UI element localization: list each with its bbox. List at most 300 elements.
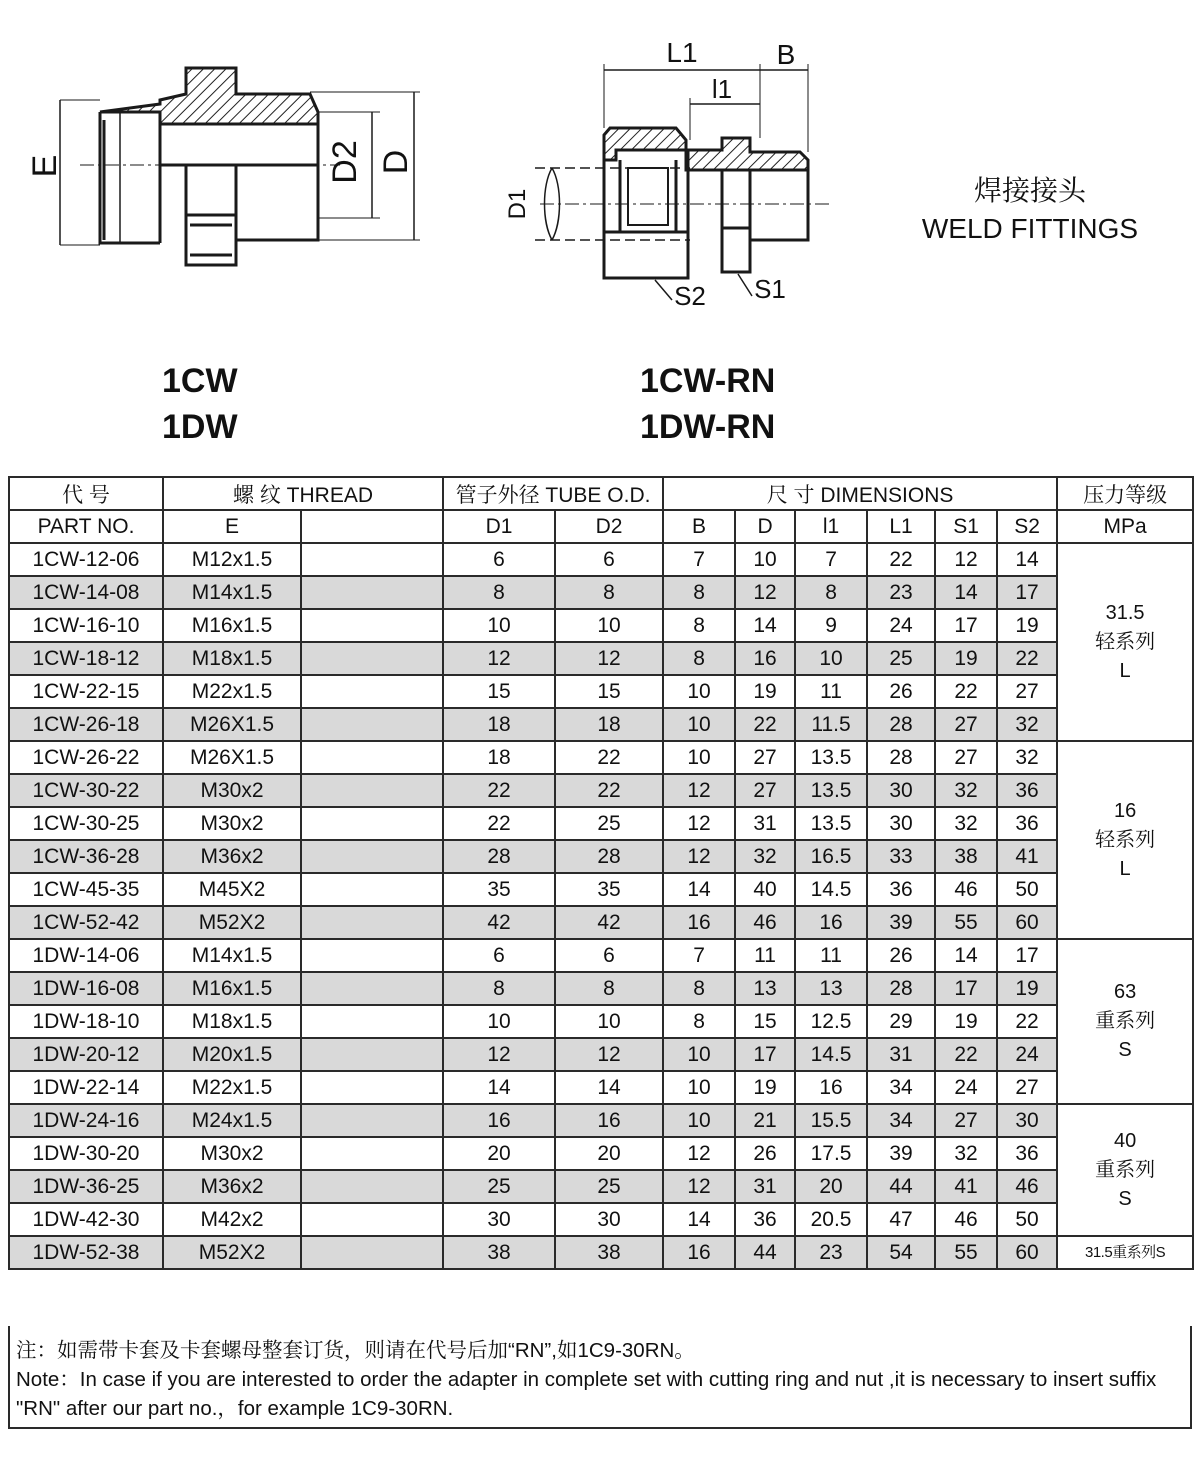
cell-l1: 54 [867, 1236, 935, 1269]
cell-part: 1CW-30-25 [9, 807, 163, 840]
cell-d1: 22 [443, 774, 555, 807]
table-row [9, 774, 1193, 807]
cell-s1: 27 [935, 708, 997, 741]
cell-part: 1DW-30-20 [9, 1137, 163, 1170]
model-1dw: 1DW [162, 408, 238, 446]
cell-d1: 10 [443, 609, 555, 642]
header-pressure-unit: MPa [1057, 510, 1193, 543]
cell-s1: 55 [935, 1236, 997, 1269]
cell-blank [301, 741, 443, 774]
label-S2: S2 [674, 281, 706, 311]
cell-e: M20x1.5 [163, 1038, 301, 1071]
cell-d: 31 [735, 1170, 795, 1203]
cell-s2: 60 [997, 1236, 1057, 1269]
cell-d1: 16 [443, 1104, 555, 1137]
cell-s2: 24 [997, 1038, 1057, 1071]
cell-d1: 35 [443, 873, 555, 906]
cell-e: M36x2 [163, 840, 301, 873]
header-L1: L1 [867, 510, 935, 543]
cell-d2: 38 [555, 1236, 663, 1269]
cell-l1: 30 [867, 774, 935, 807]
table-row [9, 576, 1193, 609]
cell-blank [301, 939, 443, 972]
cell-d1: 15 [443, 675, 555, 708]
cell-e: M30x2 [163, 774, 301, 807]
cell-d2: 25 [555, 807, 663, 840]
model-1cw: 1CW [162, 362, 238, 400]
cell-d: 12 [735, 576, 795, 609]
cell-d1: 38 [443, 1236, 555, 1269]
cell-part: 1DW-16-08 [9, 972, 163, 1005]
pressure-value: 31.5 [1105, 601, 1145, 624]
cell-d: 15 [735, 1005, 795, 1038]
note-zh: 注：如需带卡套及卡套螺母整套订货，则请在代号后加“RN”,如1C9-30RN。 [16, 1339, 695, 1362]
cell-s1: 17 [935, 972, 997, 1005]
cell-d: 13 [735, 972, 795, 1005]
label-d2: D2 [326, 140, 364, 184]
cell-blank [301, 642, 443, 675]
cell-d2: 10 [555, 609, 663, 642]
cell-l1: 11 [795, 675, 867, 708]
table-row [9, 873, 1193, 906]
cell-b: 8 [663, 642, 735, 675]
header-s2: S2 [997, 510, 1057, 543]
cell-part: 1CW-30-22 [9, 774, 163, 807]
cell-d1: 14 [443, 1071, 555, 1104]
cell-e: M52X2 [163, 1236, 301, 1269]
cell-s1: 46 [935, 873, 997, 906]
cell-d: 19 [735, 1071, 795, 1104]
cell-d2: 20 [555, 1137, 663, 1170]
cell-b: 7 [663, 543, 735, 576]
cell-b: 7 [663, 939, 735, 972]
label-D1: D1 [504, 188, 531, 220]
cell-l1: 15.5 [795, 1104, 867, 1137]
pressure-code: L [1119, 659, 1131, 682]
cell-part: 1DW-24-16 [9, 1104, 163, 1137]
cell-e: M16x1.5 [163, 609, 301, 642]
pressure-code: S [1118, 1039, 1132, 1061]
table-row [9, 1236, 1193, 1269]
cell-e: M18x1.5 [163, 642, 301, 675]
cell-blank [301, 675, 443, 708]
cell-e: M52X2 [163, 906, 301, 939]
cell-d1: 18 [443, 741, 555, 774]
cell-s1: 27 [935, 1104, 997, 1137]
label-S1: S1 [754, 274, 786, 304]
header-part-no-en: PART NO. [9, 510, 163, 543]
table-row [9, 1170, 1193, 1203]
cell-b: 10 [663, 675, 735, 708]
title-zh: 焊接接头 [973, 175, 1086, 206]
cell-d2: 28 [555, 840, 663, 873]
cell-blank [301, 1005, 443, 1038]
cell-e: M22x1.5 [163, 675, 301, 708]
cell-l1: 20.5 [795, 1203, 867, 1236]
cell-d2: 15 [555, 675, 663, 708]
order-note [8, 1326, 1192, 1429]
cell-l1: 30 [867, 807, 935, 840]
cell-l1: 34 [867, 1104, 935, 1137]
header-dimensions: 尺 寸 DIMENSIONS [663, 477, 1057, 510]
cell-e: M26X1.5 [163, 708, 301, 741]
cell-d1: 12 [443, 1038, 555, 1071]
header-b: B [663, 510, 735, 543]
pressure-group [1057, 1104, 1193, 1236]
cell-d2: 10 [555, 1005, 663, 1038]
cell-d2: 25 [555, 1170, 663, 1203]
cell-d2: 14 [555, 1071, 663, 1104]
header-d2: D2 [555, 510, 663, 543]
pressure-series: 轻系列 [1095, 630, 1156, 653]
pressure-group [1057, 939, 1193, 1104]
cell-d: 44 [735, 1236, 795, 1269]
header-blank [301, 510, 443, 543]
cell-part: 1CW-52-42 [9, 906, 163, 939]
cell-part: 1CW-26-22 [9, 741, 163, 774]
cell-b: 12 [663, 807, 735, 840]
fitting-1cw-rn-drawing [535, 64, 830, 300]
cell-d2: 8 [555, 576, 663, 609]
table-row [9, 1071, 1193, 1104]
spec-table-body [9, 543, 1193, 1269]
cell-blank [301, 807, 443, 840]
cell-s1: 12 [935, 543, 997, 576]
cell-l1: 39 [867, 906, 935, 939]
cell-d: 17 [735, 1038, 795, 1071]
cell-l1: 12.5 [795, 1005, 867, 1038]
cell-part: 1DW-42-30 [9, 1203, 163, 1236]
cell-d2: 12 [555, 1038, 663, 1071]
cell-blank [301, 840, 443, 873]
cell-part: 1CW-45-35 [9, 873, 163, 906]
cell-s1: 46 [935, 1203, 997, 1236]
table-row [9, 741, 1193, 774]
cell-s1: 19 [935, 642, 997, 675]
cell-b: 10 [663, 1071, 735, 1104]
cell-d2: 35 [555, 873, 663, 906]
cell-d1: 28 [443, 840, 555, 873]
cell-b: 10 [663, 708, 735, 741]
cell-s2: 32 [997, 708, 1057, 741]
fitting-1cw-drawing [60, 68, 420, 265]
cell-l1: 28 [867, 708, 935, 741]
cell-b: 14 [663, 873, 735, 906]
header-l1-small: l1 [795, 510, 867, 543]
cell-l1: 28 [867, 972, 935, 1005]
header-e: E [163, 510, 301, 543]
cell-d: 46 [735, 906, 795, 939]
cell-blank [301, 1170, 443, 1203]
cell-d1: 8 [443, 576, 555, 609]
cell-blank [301, 609, 443, 642]
cell-s1: 32 [935, 807, 997, 840]
table-row [9, 609, 1193, 642]
cell-e: M30x2 [163, 807, 301, 840]
cell-l1: 16 [795, 1071, 867, 1104]
cell-d1: 30 [443, 1203, 555, 1236]
cell-s2: 19 [997, 609, 1057, 642]
cell-s1: 24 [935, 1071, 997, 1104]
cell-d2: 6 [555, 543, 663, 576]
cell-blank [301, 774, 443, 807]
table-row [9, 1137, 1193, 1170]
cell-l1: 29 [867, 1005, 935, 1038]
cell-l1: 17.5 [795, 1137, 867, 1170]
cell-b: 12 [663, 774, 735, 807]
cell-d: 27 [735, 741, 795, 774]
cell-e: M14x1.5 [163, 576, 301, 609]
cell-blank [301, 708, 443, 741]
label-B: B [776, 39, 796, 70]
pressure-code: L [1119, 857, 1131, 880]
pressure-value: 63 [1113, 981, 1137, 1003]
cell-d2: 6 [555, 939, 663, 972]
pressure-label: 31.5重系列S [1084, 1244, 1166, 1261]
cell-s1: 19 [935, 1005, 997, 1038]
pressure-value: 16 [1113, 799, 1137, 822]
cell-d2: 18 [555, 708, 663, 741]
table-row [9, 1104, 1193, 1137]
cell-part: 1CW-18-12 [9, 642, 163, 675]
cell-s1: 14 [935, 576, 997, 609]
cell-d: 32 [735, 840, 795, 873]
cell-s2: 17 [997, 939, 1057, 972]
cell-l1: 23 [795, 1236, 867, 1269]
cell-e: M14x1.5 [163, 939, 301, 972]
cell-l1: 44 [867, 1170, 935, 1203]
model-1cw-rn: 1CW-RN [640, 362, 776, 400]
cell-part: 1CW-26-18 [9, 708, 163, 741]
table-row [9, 1203, 1193, 1236]
cell-l1: 8 [795, 576, 867, 609]
cell-blank [301, 906, 443, 939]
cell-s2: 46 [997, 1170, 1057, 1203]
cell-part: 1DW-22-14 [9, 1071, 163, 1104]
cell-l1: 26 [867, 939, 935, 972]
cell-blank [301, 1137, 443, 1170]
cell-s2: 17 [997, 576, 1057, 609]
note-en: Note：In case if you are interested to order the adapter in complete set with cutting ring and nut ,it is necessary to insert suffix "RN" after our part no.，for example 1C9-30RN. [16, 1368, 1157, 1420]
cell-blank [301, 576, 443, 609]
cell-d: 14 [735, 609, 795, 642]
cell-s1: 27 [935, 741, 997, 774]
cell-e: M16x1.5 [163, 972, 301, 1005]
cell-e: M26X1.5 [163, 741, 301, 774]
cell-l1: 39 [867, 1137, 935, 1170]
cell-d1: 10 [443, 1005, 555, 1038]
table-row [9, 1038, 1193, 1071]
cell-d1: 12 [443, 642, 555, 675]
cell-b: 14 [663, 1203, 735, 1236]
cell-d: 36 [735, 1203, 795, 1236]
cell-d: 10 [735, 543, 795, 576]
cell-s1: 55 [935, 906, 997, 939]
cell-d: 11 [735, 939, 795, 972]
cell-part: 1CW-16-10 [9, 609, 163, 642]
cell-d: 26 [735, 1137, 795, 1170]
header-d1: D1 [443, 510, 555, 543]
cell-e: M18x1.5 [163, 1005, 301, 1038]
cell-b: 8 [663, 576, 735, 609]
cell-s1: 41 [935, 1170, 997, 1203]
cell-blank [301, 1203, 443, 1236]
cell-blank [301, 1071, 443, 1104]
cell-e: M30x2 [163, 1137, 301, 1170]
cell-s1: 32 [935, 1137, 997, 1170]
cell-b: 12 [663, 1137, 735, 1170]
cell-s1: 32 [935, 774, 997, 807]
cell-blank [301, 972, 443, 1005]
cell-s2: 22 [997, 1005, 1057, 1038]
model-label-right [640, 358, 775, 450]
cell-e: M42x2 [163, 1203, 301, 1236]
title-en: WELD FITTINGS [921, 213, 1139, 244]
cell-s2: 14 [997, 543, 1057, 576]
cell-s2: 22 [997, 642, 1057, 675]
cell-part: 1DW-52-38 [9, 1236, 163, 1269]
cell-e: M45X2 [163, 873, 301, 906]
cell-d1: 6 [443, 543, 555, 576]
cell-b: 12 [663, 840, 735, 873]
cell-l1: 36 [867, 873, 935, 906]
cell-part: 1CW-22-15 [9, 675, 163, 708]
cell-l1: 13.5 [795, 741, 867, 774]
cell-l1: 28 [867, 741, 935, 774]
table-row [9, 807, 1193, 840]
cell-b: 10 [663, 1038, 735, 1071]
cell-part: 1DW-36-25 [9, 1170, 163, 1203]
cell-d: 16 [735, 642, 795, 675]
cell-l1: 22 [867, 543, 935, 576]
cell-l1: 24 [867, 609, 935, 642]
cell-part: 1DW-20-12 [9, 1038, 163, 1071]
cell-e: M12x1.5 [163, 543, 301, 576]
cell-s2: 27 [997, 675, 1057, 708]
cell-d1: 18 [443, 708, 555, 741]
cell-e: M24x1.5 [163, 1104, 301, 1137]
cell-l1: 11 [795, 939, 867, 972]
cell-d: 21 [735, 1104, 795, 1137]
cell-s2: 60 [997, 906, 1057, 939]
cell-s1: 22 [935, 1038, 997, 1071]
header-part-no-zh: 代 号 [9, 477, 163, 510]
cell-s2: 30 [997, 1104, 1057, 1137]
header-tube-od: 管子外径 TUBE O.D. [443, 477, 663, 510]
spec-table [8, 476, 1194, 1270]
cell-part: 1CW-14-08 [9, 576, 163, 609]
cell-d1: 8 [443, 972, 555, 1005]
cell-d2: 8 [555, 972, 663, 1005]
cell-l1: 25 [867, 642, 935, 675]
pressure-series: 轻系列 [1095, 828, 1156, 851]
cell-l1: 26 [867, 675, 935, 708]
cell-l1: 16.5 [795, 840, 867, 873]
table-row [9, 939, 1193, 972]
table-row [9, 543, 1193, 576]
cell-part: 1CW-12-06 [9, 543, 163, 576]
label-e: E [26, 154, 64, 178]
cell-l1: 33 [867, 840, 935, 873]
cell-l1: 11.5 [795, 708, 867, 741]
cell-l1: 16 [795, 906, 867, 939]
weld-fittings-title [905, 172, 1155, 248]
cell-d2: 16 [555, 1104, 663, 1137]
label-d: D [377, 149, 415, 175]
cell-blank [301, 543, 443, 576]
cell-b: 10 [663, 1104, 735, 1137]
cell-d: 22 [735, 708, 795, 741]
cell-e: M36x2 [163, 1170, 301, 1203]
header-d: D [735, 510, 795, 543]
label-L1: L1 [666, 37, 698, 68]
cell-s1: 22 [935, 675, 997, 708]
cell-b: 8 [663, 972, 735, 1005]
cell-blank [301, 873, 443, 906]
cell-s1: 17 [935, 609, 997, 642]
cell-l1: 20 [795, 1170, 867, 1203]
cell-d2: 22 [555, 741, 663, 774]
model-1dw-rn: 1DW-RN [640, 408, 776, 446]
cell-s2: 50 [997, 873, 1057, 906]
pressure-group [1057, 543, 1193, 741]
cell-d: 19 [735, 675, 795, 708]
header-thread: 螺 纹 THREAD [163, 477, 443, 510]
pressure-series: 重系列 [1095, 1010, 1156, 1032]
cell-b: 16 [663, 906, 735, 939]
cell-s1: 14 [935, 939, 997, 972]
cell-l1: 34 [867, 1071, 935, 1104]
cell-b: 8 [663, 1005, 735, 1038]
cell-l1: 13.5 [795, 807, 867, 840]
cell-s2: 36 [997, 774, 1057, 807]
table-row [9, 642, 1193, 675]
table-row [9, 708, 1193, 741]
model-label-left [162, 358, 238, 450]
table-row [9, 972, 1193, 1005]
table-row [9, 906, 1193, 939]
cell-l1: 23 [867, 576, 935, 609]
cell-s2: 27 [997, 1071, 1057, 1104]
pressure-group [1057, 1236, 1193, 1269]
cell-l1: 14.5 [795, 1038, 867, 1071]
cell-d1: 20 [443, 1137, 555, 1170]
cell-b: 16 [663, 1236, 735, 1269]
cell-part: 1DW-18-10 [9, 1005, 163, 1038]
cell-blank [301, 1104, 443, 1137]
cell-s2: 41 [997, 840, 1057, 873]
header-s1: S1 [935, 510, 997, 543]
cell-blank [301, 1038, 443, 1071]
cell-d2: 12 [555, 642, 663, 675]
cell-s2: 50 [997, 1203, 1057, 1236]
cell-l1: 7 [795, 543, 867, 576]
table-row [9, 1005, 1193, 1038]
cell-blank [301, 1236, 443, 1269]
pressure-value: 40 [1113, 1129, 1137, 1152]
cell-d1: 42 [443, 906, 555, 939]
cell-s2: 19 [997, 972, 1057, 1005]
cell-d1: 6 [443, 939, 555, 972]
cell-d2: 42 [555, 906, 663, 939]
pressure-series: 重系列 [1095, 1158, 1156, 1181]
cell-l1: 13.5 [795, 774, 867, 807]
cell-l1: 13 [795, 972, 867, 1005]
cell-e: M22x1.5 [163, 1071, 301, 1104]
cell-part: 1DW-14-06 [9, 939, 163, 972]
label-l1: l1 [711, 74, 733, 104]
table-row [9, 675, 1193, 708]
